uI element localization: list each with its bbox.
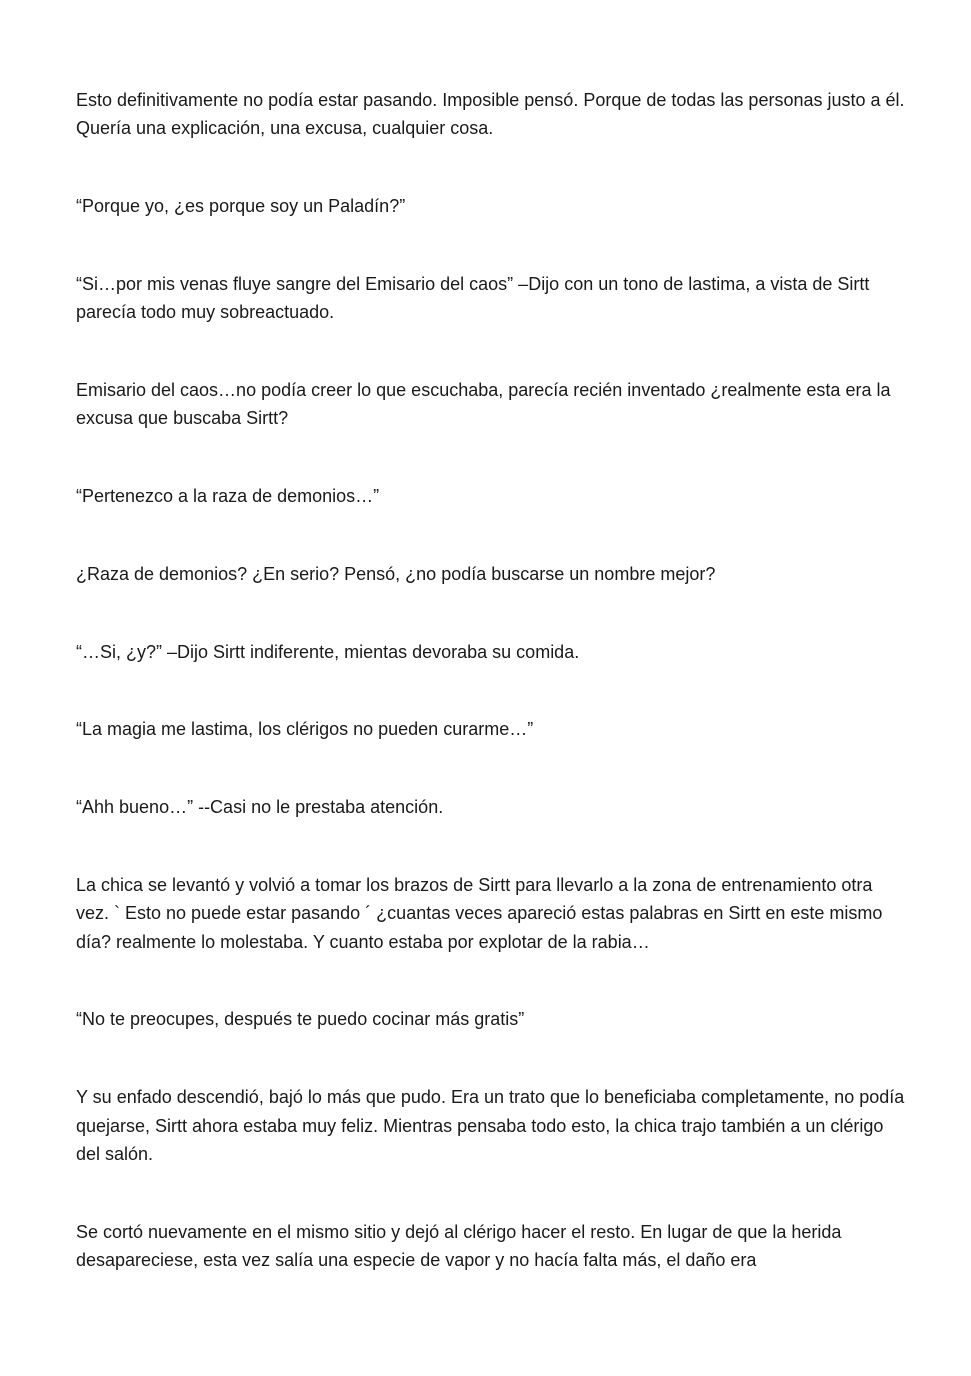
paragraph: La chica se levantó y volvió a tomar los brazos de Sirtt para llevarlo a la zona de entrenamiento otra vez. ` Esto no puede estar pasando ´ ¿cuantas veces apareció estas palabras en Sirtt en este mismo día? realmente lo molestaba. Y cuanto estaba por explotar de la rabia…	[76, 875, 883, 952]
paragraph: Se cortó nuevamente en el mismo sitio y dejó al clérigo hacer el resto. En lugar de que la herida desapareciese, esta vez salía una especie de vapor y no hacía falta más, el daño era	[76, 1221, 842, 1270]
paragraph: “Si…por mis venas fluye sangre del Emisario del caos” –Dijo con un tono de lastima, a vista de Sirtt parecía todo muy sobreactuado.	[76, 273, 870, 323]
paragraph: Y su enfado descendió, bajó lo más que pudo. Era un trato que lo beneficiaba completamente, no podía quejarse, Sirtt ahora estaba muy feliz. Mientras pensaba todo esto, la chica trajo también a un clérigo del salón.	[76, 1087, 905, 1164]
paragraph: “Ahh bueno…” --Casi no le prestaba atención.	[76, 797, 444, 818]
paragraph: Esto definitivamente no podía estar pasando. Imposible pensó. Porque de todas las personas justo a él. Quería una explicación, una excusa, cualquier cosa.	[76, 90, 905, 139]
paragraph: “Pertenezco a la raza de demonios…”	[76, 486, 380, 507]
paragraph: “La magia me lastima, los clérigos no pueden curarme…”	[76, 719, 534, 740]
paragraph: “Porque yo, ¿es porque soy un Paladín?”	[76, 196, 406, 217]
document-body	[76, 86, 906, 1274]
paragraph: ¿Raza de demonios? ¿En serio? Pensó, ¿no podía buscarse un nombre mejor?	[76, 563, 716, 584]
paragraph: “No te preocupes, después te puedo cocinar más gratis”	[76, 1009, 525, 1030]
paragraph: Emisario del caos…no podía creer lo que escuchaba, parecía recién inventado ¿realmente esta era la excusa que buscaba Sirtt?	[76, 379, 891, 429]
paragraph: “…Si, ¿y?” –Dijo Sirtt indiferente, mientas devoraba su comida.	[76, 641, 580, 662]
